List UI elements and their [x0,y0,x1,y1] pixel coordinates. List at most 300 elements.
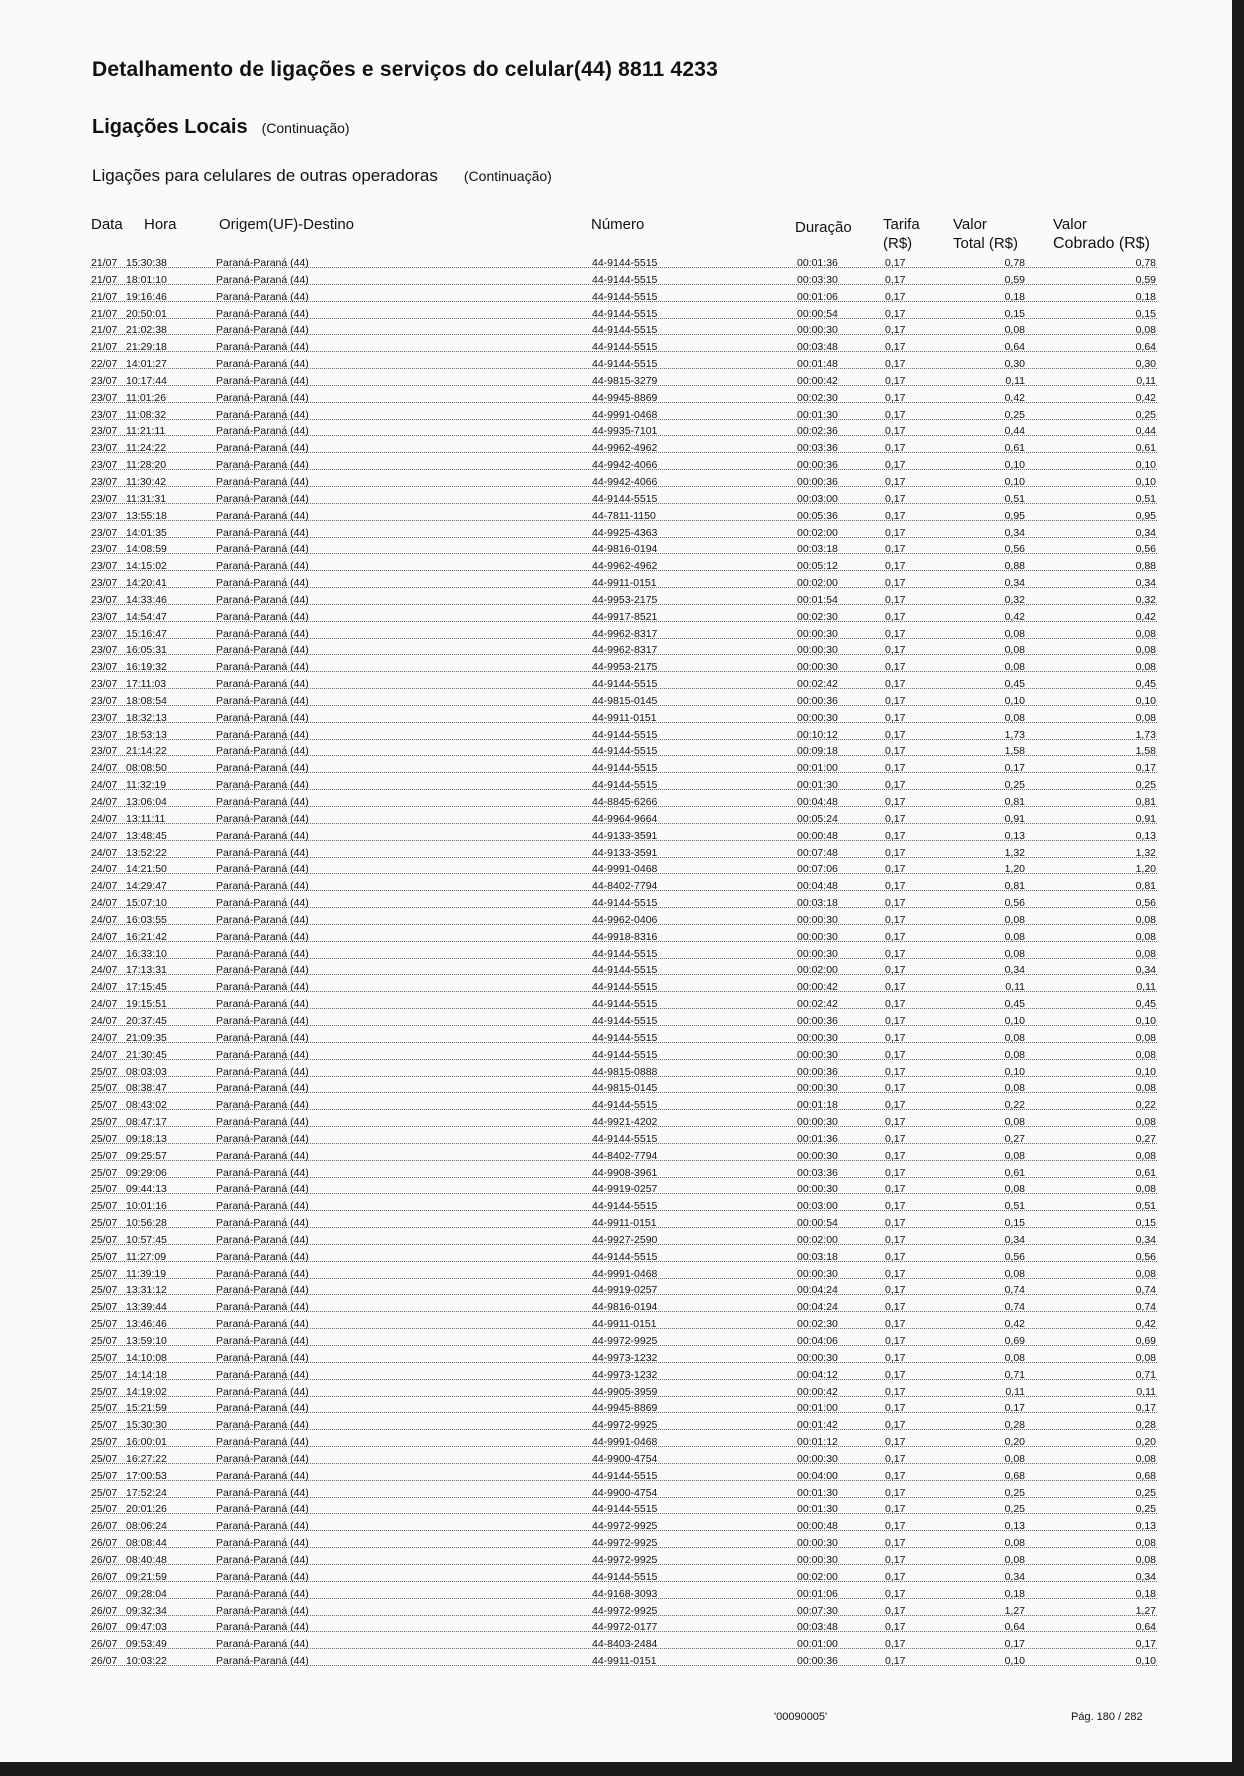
cell-date: 23/07 [91,492,118,505]
cell-rate: 0,17 [885,897,906,910]
cell-charged-value: 0,56 [1135,897,1156,910]
cell-number: 44-9935-7101 [592,425,658,438]
cell-rate: 0,17 [885,1099,906,1112]
cell-time: 11:08:32 [126,408,167,421]
cell-time: 11:24:22 [126,442,167,455]
cell-number: 44-9144-5515 [592,257,658,269]
cell-total-value: 1,73 [1004,728,1025,741]
table-row [0,777,1232,794]
cell-origin-destination: Paraná-Paraná (44) [216,341,309,354]
cell-date: 26/07 [91,1655,118,1668]
cell-date: 23/07 [91,644,118,657]
cell-number: 44-9144-5515 [592,492,658,505]
cell-total-value: 0,42 [1004,391,1025,404]
cell-duration: 00:00:30 [797,913,838,926]
cell-rate: 0,17 [885,307,906,320]
cell-time: 17:11:03 [126,678,167,691]
cell-date: 25/07 [91,1284,118,1297]
cell-total-value: 0,08 [1004,1452,1025,1465]
cell-number: 44-9144-5515 [592,981,658,994]
cell-date: 21/07 [91,341,118,354]
cell-origin-destination: Paraná-Paraná (44) [216,1217,309,1230]
cell-total-value: 0,81 [1004,796,1025,808]
cell-time: 11:01:26 [126,391,167,404]
cell-number: 44-9144-5515 [592,947,658,960]
cell-number: 44-9816-0194 [592,543,658,556]
cell-duration: 00:00:30 [797,1149,838,1162]
cell-number: 44-9815-0145 [592,1082,658,1095]
cell-duration: 00:01:06 [797,290,838,303]
cell-charged-value: 0,30 [1135,358,1156,371]
cell-origin-destination: Paraná-Paraná (44) [216,1048,309,1061]
cell-rate: 0,17 [885,1301,906,1314]
cell-charged-value: 0,08 [1135,947,1156,960]
cell-time: 11:31:31 [126,492,167,505]
cell-date: 23/07 [91,475,118,488]
table-row [0,1400,1232,1417]
cell-duration: 00:07:30 [797,1604,838,1617]
cell-number: 44-9144-5515 [592,1031,658,1044]
cell-date: 23/07 [91,593,118,606]
cell-total-value: 0,78 [1004,257,1025,269]
cell-origin-destination: Paraná-Paraná (44) [216,1301,309,1314]
table-row [0,895,1232,912]
cell-total-value: 0,17 [1004,1402,1025,1415]
cell-total-value: 0,08 [1004,1082,1025,1095]
cell-charged-value: 0,08 [1135,913,1156,926]
cell-duration: 00:01:42 [797,1419,838,1432]
cell-charged-value: 0,10 [1135,694,1156,707]
cell-number: 44-9144-5515 [592,307,658,320]
cell-date: 25/07 [91,1318,118,1331]
cell-date: 23/07 [91,728,118,741]
cell-number: 44-9815-3279 [592,374,658,387]
cell-date: 24/07 [91,812,118,825]
cell-charged-value: 1,32 [1135,846,1156,859]
cell-charged-value: 0,18 [1135,1587,1156,1600]
page-title: Detalhamento de ligações e serviços do celular(44) 8811 4233 [92,58,718,81]
cell-time: 16:21:42 [126,930,167,943]
cell-total-value: 0,08 [1004,1267,1025,1280]
cell-date: 26/07 [91,1570,118,1583]
cell-charged-value: 0,10 [1135,475,1156,488]
cell-total-value: 0,59 [1004,273,1025,286]
cell-charged-value: 0,11 [1136,981,1156,994]
cell-rate: 0,17 [885,711,906,724]
cell-duration: 00:09:18 [797,745,838,758]
cell-origin-destination: Paraná-Paraná (44) [216,1503,309,1516]
cell-total-value: 0,56 [1004,897,1025,910]
cell-time: 21:02:38 [126,324,167,337]
cell-time: 14:21:50 [126,863,167,876]
cell-charged-value: 0,34 [1135,577,1156,590]
cell-charged-value: 0,20 [1135,1436,1156,1449]
table-row [0,1013,1232,1030]
cell-charged-value: 0,74 [1135,1301,1156,1314]
table-row [0,525,1232,542]
cell-charged-value: 0,28 [1135,1419,1156,1432]
table-row [0,1299,1232,1316]
cell-total-value: 0,15 [1004,307,1025,320]
cell-number: 44-9991-0468 [592,408,658,421]
cell-date: 25/07 [91,1132,118,1145]
cell-time: 20:01:26 [126,1503,167,1516]
table-row [0,878,1232,895]
table-row [0,1350,1232,1367]
cell-duration: 00:05:12 [797,560,838,573]
table-row [0,558,1232,575]
cell-time: 09:47:03 [126,1621,167,1634]
cell-origin-destination: Paraná-Paraná (44) [216,1452,309,1465]
cell-rate: 0,17 [885,1284,906,1297]
cell-time: 20:37:45 [126,1014,167,1027]
cell-origin-destination: Paraná-Paraná (44) [216,627,309,640]
table-row [0,760,1232,777]
cell-rate: 0,17 [885,913,906,926]
cell-origin-destination: Paraná-Paraná (44) [216,796,309,808]
cell-charged-value: 0,78 [1135,257,1156,269]
cell-date: 21/07 [91,290,118,303]
cell-date: 25/07 [91,1217,118,1230]
cell-charged-value: 0,08 [1135,627,1156,640]
cell-rate: 0,17 [885,829,906,842]
cell-total-value: 0,10 [1004,459,1025,472]
cell-charged-value: 0,15 [1135,307,1156,320]
cell-date: 24/07 [91,1014,118,1027]
cell-duration: 00:02:30 [797,610,838,623]
cell-duration: 00:00:30 [797,711,838,724]
cell-rate: 0,17 [885,1638,906,1651]
cell-time: 14:10:08 [126,1351,167,1364]
cell-duration: 00:01:00 [797,1638,838,1651]
cell-number: 44-9972-9925 [592,1553,658,1566]
cell-number: 44-9144-5515 [592,745,658,758]
cell-rate: 0,17 [885,560,906,573]
cell-total-value: 0,25 [1004,1486,1025,1499]
cell-time: 13:48:45 [126,829,167,842]
cell-rate: 0,17 [885,442,906,455]
cell-number: 44-9973-1232 [592,1368,658,1381]
cell-number: 44-9991-0468 [592,863,658,876]
cell-origin-destination: Paraná-Paraná (44) [216,1570,309,1583]
cell-time: 10:03:22 [126,1655,167,1668]
cell-charged-value: 0,08 [1135,1452,1156,1465]
cell-duration: 00:03:36 [797,1166,838,1179]
cell-time: 09:29:06 [126,1166,167,1179]
cell-number: 44-9900-4754 [592,1486,658,1499]
cell-origin-destination: Paraná-Paraná (44) [216,762,309,775]
cell-date: 25/07 [91,1065,118,1078]
cell-origin-destination: Paraná-Paraná (44) [216,745,309,758]
cell-date: 25/07 [91,1099,118,1112]
cell-origin-destination: Paraná-Paraná (44) [216,358,309,371]
cell-duration: 00:01:36 [797,1132,838,1145]
cell-duration: 00:01:12 [797,1436,838,1449]
cell-time: 09:32:34 [126,1604,167,1617]
cell-date: 21/07 [91,273,118,286]
cell-date: 26/07 [91,1553,118,1566]
cell-rate: 0,17 [885,1166,906,1179]
cell-time: 21:30:45 [126,1048,167,1061]
cell-rate: 0,17 [885,509,906,522]
cell-duration: 00:00:30 [797,947,838,960]
cell-origin-destination: Paraná-Paraná (44) [216,1014,309,1027]
cell-time: 13:55:18 [126,509,167,522]
cell-origin-destination: Paraná-Paraná (44) [216,1520,309,1533]
cell-charged-value: 0,45 [1135,678,1156,691]
cell-rate: 0,17 [885,1183,906,1196]
cell-duration: 00:00:54 [797,1217,838,1230]
cell-duration: 00:02:00 [797,1233,838,1246]
cell-origin-destination: Paraná-Paraná (44) [216,1537,309,1550]
cell-date: 25/07 [91,1469,118,1482]
cell-number: 44-9962-8317 [592,627,658,640]
cell-total-value: 0,11 [1005,1385,1025,1398]
cell-origin-destination: Paraná-Paraná (44) [216,273,309,286]
cell-rate: 0,17 [885,358,906,371]
cell-rate: 0,17 [885,1621,906,1634]
cell-origin-destination: Paraná-Paraná (44) [216,1621,309,1634]
cell-rate: 0,17 [885,374,906,387]
cell-total-value: 0,25 [1004,1503,1025,1516]
cell-total-value: 0,08 [1004,1351,1025,1364]
column-header-valor-total-line2: Total (R$) [953,235,1019,252]
cell-rate: 0,17 [885,661,906,674]
cell-origin-destination: Paraná-Paraná (44) [216,391,309,404]
cell-number: 44-9991-0468 [592,1436,658,1449]
column-header-numero: Número [591,216,645,233]
cell-date: 25/07 [91,1419,118,1432]
cell-time: 16:00:01 [126,1436,167,1449]
cell-date: 22/07 [91,358,118,371]
cell-rate: 0,17 [885,1553,906,1566]
cell-duration: 00:03:00 [797,492,838,505]
cell-total-value: 0,51 [1004,1200,1025,1213]
cell-number: 44-9815-0888 [592,1065,658,1078]
cell-time: 08:38:47 [126,1082,167,1095]
cell-total-value: 0,08 [1004,913,1025,926]
cell-duration: 00:03:48 [797,1621,838,1634]
cell-charged-value: 0,08 [1135,1537,1156,1550]
cell-origin-destination: Paraná-Paraná (44) [216,509,309,522]
cell-charged-value: 0,08 [1135,1116,1156,1129]
cell-time: 11:39:19 [126,1267,167,1280]
table-row [0,626,1232,643]
cell-total-value: 0,10 [1004,1065,1025,1078]
cell-total-value: 0,64 [1004,1621,1025,1634]
table-row [0,861,1232,878]
cell-number: 44-9911-0151 [592,711,657,724]
table-row [0,1148,1232,1165]
cell-total-value: 0,42 [1004,610,1025,623]
cell-rate: 0,17 [885,880,906,893]
section-title: Ligações Locais [92,116,248,138]
cell-number: 44-9927-2590 [592,1233,658,1246]
cell-date: 26/07 [91,1587,118,1600]
cell-duration: 00:00:36 [797,1065,838,1078]
cell-charged-value: 0,10 [1135,459,1156,472]
cell-charged-value: 0,10 [1135,1014,1156,1027]
cell-date: 24/07 [91,964,118,977]
cell-origin-destination: Paraná-Paraná (44) [216,1351,309,1364]
cell-time: 16:05:31 [126,644,167,657]
cell-time: 15:30:30 [126,1419,167,1432]
cell-number: 44-9133-3591 [592,846,658,859]
table-row [0,1047,1232,1064]
cell-date: 23/07 [91,526,118,539]
cell-date: 24/07 [91,947,118,960]
cell-number: 44-9900-4754 [592,1452,658,1465]
cell-date: 23/07 [91,560,118,573]
cell-total-value: 0,18 [1004,290,1025,303]
cell-date: 24/07 [91,913,118,926]
cell-total-value: 0,08 [1004,1537,1025,1550]
cell-origin-destination: Paraná-Paraná (44) [216,981,309,994]
table-row [0,642,1232,659]
cell-date: 23/07 [91,627,118,640]
cell-number: 44-9972-9925 [592,1520,658,1533]
cell-time: 18:08:54 [126,694,167,707]
table-row [0,339,1232,356]
cell-duration: 00:01:48 [797,358,838,371]
column-header-valor-cobrado-line2: Cobrado (R$) [1053,235,1150,252]
cell-charged-value: 0,95 [1135,509,1156,522]
cell-total-value: 0,68 [1004,1469,1025,1482]
cell-time: 14:19:02 [126,1385,167,1398]
table-row [0,356,1232,373]
section-continuation: (Continuação) [261,120,350,136]
cell-time: 13:46:46 [126,1318,167,1331]
cell-charged-value: 0,44 [1135,425,1156,438]
cell-time: 21:29:18 [126,341,167,354]
cell-rate: 0,17 [885,1520,906,1533]
cell-time: 15:07:10 [126,897,167,910]
cell-time: 13:11:11 [126,812,166,825]
cell-charged-value: 0,88 [1135,560,1156,573]
cell-duration: 00:00:36 [797,459,838,472]
cell-time: 18:01:10 [126,273,167,286]
cell-origin-destination: Paraná-Paraná (44) [216,459,309,472]
cell-origin-destination: Paraná-Paraná (44) [216,1200,309,1213]
cell-charged-value: 0,91 [1135,812,1156,825]
table-row [0,1518,1232,1535]
cell-rate: 0,17 [885,947,906,960]
cell-number: 44-9911-0151 [592,577,657,590]
cell-charged-value: 0,25 [1135,779,1156,792]
cell-charged-value: 0,42 [1135,391,1156,404]
cell-origin-destination: Paraná-Paraná (44) [216,257,309,269]
cell-charged-value: 0,08 [1135,661,1156,674]
cell-number: 44-9919-0257 [592,1284,658,1297]
cell-rate: 0,17 [885,779,906,792]
cell-time: 16:03:55 [126,913,167,926]
cell-origin-destination: Paraná-Paraná (44) [216,307,309,320]
cell-rate: 0,17 [885,1217,906,1230]
cell-rate: 0,17 [885,1469,906,1482]
cell-total-value: 0,28 [1004,1419,1025,1432]
cell-rate: 0,17 [885,930,906,943]
cell-duration: 00:05:24 [797,812,838,825]
cell-origin-destination: Paraná-Paraná (44) [216,644,309,657]
cell-rate: 0,17 [885,812,906,825]
cell-total-value: 0,44 [1004,425,1025,438]
cell-date: 25/07 [91,1116,118,1129]
cell-number: 44-9972-9925 [592,1419,658,1432]
cell-number: 44-9911-0151 [592,1217,657,1230]
cell-date: 21/07 [91,307,118,320]
table-row [0,289,1232,306]
cell-total-value: 0,61 [1004,442,1025,455]
cell-date: 25/07 [91,1335,118,1347]
cell-rate: 0,17 [885,796,906,808]
cell-duration: 00:01:30 [797,1486,838,1499]
cell-rate: 0,17 [885,762,906,775]
table-row [0,592,1232,609]
cell-duration: 00:04:24 [797,1301,838,1314]
cell-rate: 0,17 [885,1419,906,1432]
table-row [0,390,1232,407]
cell-charged-value: 0,08 [1135,711,1156,724]
cell-origin-destination: Paraná-Paraná (44) [216,492,309,505]
cell-rate: 0,17 [885,644,906,657]
cell-charged-value: 0,61 [1135,1166,1156,1179]
table-row [0,1384,1232,1401]
cell-total-value: 0,34 [1004,577,1025,590]
table-row [0,1451,1232,1468]
cell-duration: 00:00:42 [797,1385,838,1398]
cell-number: 44-9144-5515 [592,290,658,303]
cell-origin-destination: Paraná-Paraná (44) [216,1065,309,1078]
table-row [0,609,1232,626]
cell-time: 18:53:13 [126,728,167,741]
table-row [0,946,1232,963]
column-header-hora: Hora [144,216,177,233]
table-row [0,1501,1232,1518]
cell-duration: 00:00:30 [797,324,838,337]
cell-number: 44-9953-2175 [592,593,658,606]
cell-time: 08:08:50 [126,762,167,775]
cell-total-value: 0,08 [1004,324,1025,337]
table-row [0,794,1232,811]
cell-duration: 00:02:30 [797,1318,838,1331]
cell-rate: 0,17 [885,475,906,488]
cell-time: 09:28:04 [126,1587,167,1600]
table-row [0,255,1232,272]
cell-charged-value: 1,20 [1135,863,1156,876]
cell-number: 44-9144-5515 [592,273,658,286]
cell-total-value: 0,34 [1004,1233,1025,1246]
table-row [0,373,1232,390]
cell-charged-value: 0,17 [1135,1402,1156,1415]
cell-duration: 00:01:00 [797,762,838,775]
cell-duration: 00:02:36 [797,425,838,438]
cell-total-value: 0,30 [1004,358,1025,371]
table-row [0,743,1232,760]
cell-time: 09:18:13 [126,1132,167,1145]
cell-number: 44-9962-4962 [592,560,658,573]
cell-rate: 0,17 [885,273,906,286]
cell-time: 09:21:59 [126,1570,167,1583]
table-row [0,1114,1232,1131]
cell-time: 15:16:47 [126,627,167,640]
cell-number: 44-9144-5515 [592,341,658,354]
cell-origin-destination: Paraná-Paraná (44) [216,543,309,556]
cell-duration: 00:03:48 [797,341,838,354]
cell-origin-destination: Paraná-Paraná (44) [216,661,309,674]
table-row [0,272,1232,289]
cell-duration: 00:00:48 [797,829,838,842]
cell-total-value: 0,69 [1004,1335,1025,1347]
